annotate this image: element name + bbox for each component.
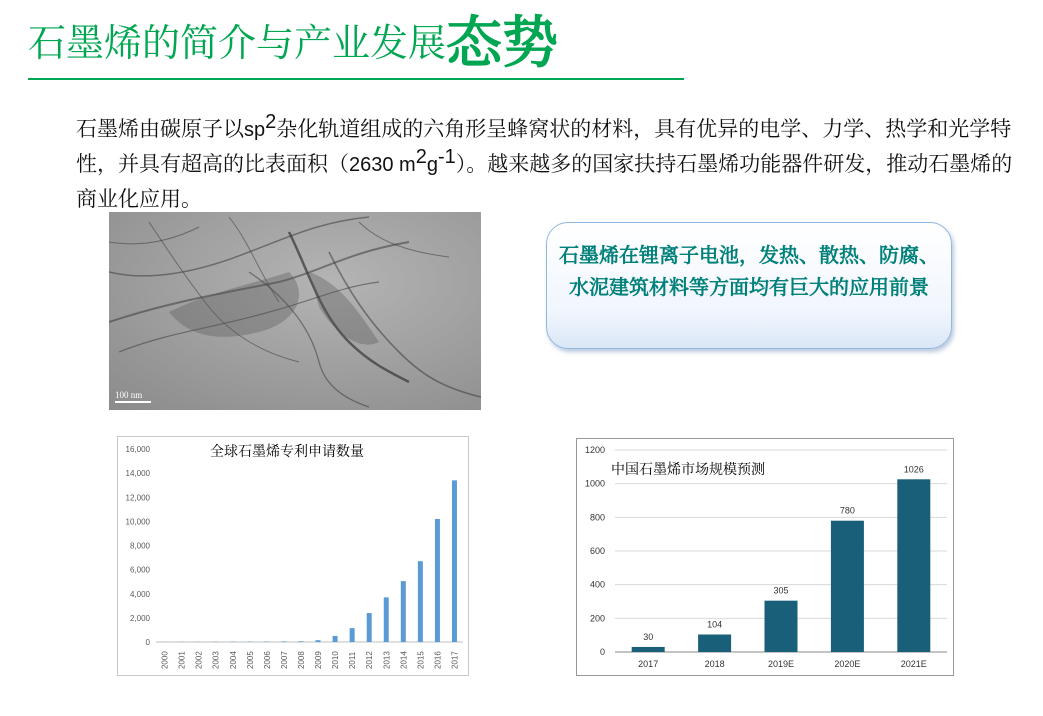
bar bbox=[632, 647, 665, 652]
y-tick-label: 600 bbox=[589, 546, 605, 556]
x-tick-label: 2014 bbox=[399, 651, 409, 669]
bar bbox=[333, 636, 338, 642]
bar bbox=[765, 601, 798, 652]
data-label: 104 bbox=[707, 619, 723, 630]
x-tick-label: 2010 bbox=[331, 651, 341, 669]
y-tick-label: 1200 bbox=[584, 445, 605, 455]
intro-sup: -1 bbox=[437, 146, 456, 168]
data-label: 30 bbox=[643, 631, 654, 642]
x-tick-label: 2017 bbox=[450, 651, 460, 669]
bar bbox=[316, 640, 321, 642]
application-callout bbox=[546, 222, 952, 349]
bar bbox=[401, 581, 406, 642]
x-tick-label: 2015 bbox=[416, 651, 426, 669]
y-tick-label: 14,000 bbox=[125, 469, 150, 479]
data-label: 305 bbox=[773, 585, 789, 596]
x-tick-label: 2020E bbox=[834, 659, 861, 669]
x-tick-label: 2009 bbox=[314, 651, 324, 669]
page-title bbox=[28, 8, 684, 80]
x-tick-label: 2017 bbox=[638, 659, 659, 669]
title-main: 石墨烯的简介与产业发展 bbox=[28, 21, 447, 65]
market-chart bbox=[576, 438, 954, 676]
bar bbox=[897, 479, 930, 652]
y-tick-label: 12,000 bbox=[125, 493, 150, 503]
x-tick-label: 2000 bbox=[160, 651, 170, 669]
intro-text: 杂化轨道组成的六角形呈蜂窝状的材料，具有优异的电学、力学、热学和光学特性，并具有超高的比表面积（ bbox=[76, 117, 1012, 176]
bar bbox=[298, 641, 303, 642]
market-chart-title: 中国石墨烯市场规模预测 bbox=[611, 462, 765, 478]
x-tick-label: 2013 bbox=[382, 651, 392, 669]
intro-text: 石墨烯由碳原子以 bbox=[76, 117, 244, 141]
y-tick-label: 6,000 bbox=[129, 565, 150, 575]
x-tick-label: 2019E bbox=[767, 659, 795, 669]
y-tick-label: 10,000 bbox=[125, 517, 150, 527]
x-tick-label: 2003 bbox=[211, 651, 221, 669]
title-emphasis: 态势 bbox=[446, 10, 559, 76]
x-tick-label: 2002 bbox=[194, 651, 204, 669]
intro-text: ）。越来越多的国家扶持石墨烯功能器件研发，推动石墨烯的商业化应用。 bbox=[76, 152, 1013, 211]
x-tick-label: 2005 bbox=[245, 651, 255, 669]
intro-text: 2630 m bbox=[349, 154, 416, 176]
y-tick-label: 800 bbox=[589, 512, 605, 523]
x-tick-label: 2001 bbox=[177, 651, 187, 669]
patent-chart bbox=[117, 436, 469, 676]
bar bbox=[384, 597, 389, 642]
x-tick-label: 2004 bbox=[228, 651, 238, 669]
bar bbox=[452, 480, 457, 642]
y-tick-label: 16,000 bbox=[125, 445, 150, 454]
y-tick-label: 0 bbox=[599, 647, 605, 657]
x-tick-label: 2016 bbox=[433, 651, 443, 669]
bar bbox=[418, 561, 423, 642]
intro-sup: 2 bbox=[415, 146, 427, 168]
intro-text: g bbox=[426, 154, 438, 176]
bar bbox=[367, 613, 372, 642]
x-tick-label: 2006 bbox=[262, 651, 272, 669]
bar bbox=[350, 628, 355, 642]
data-label: 1026 bbox=[903, 464, 924, 475]
intro-paragraph bbox=[76, 112, 1016, 216]
x-tick-label: 2008 bbox=[296, 651, 306, 669]
y-tick-label: 0 bbox=[145, 638, 150, 647]
bar bbox=[435, 519, 440, 642]
intro-text: sp bbox=[244, 119, 266, 141]
y-tick-label: 400 bbox=[589, 579, 605, 590]
x-tick-label: 2018 bbox=[704, 659, 725, 669]
graphene-tem-image bbox=[109, 212, 481, 410]
callout-text: 石墨烯在锂离子电池，发热、散热、防腐、水泥建筑材料等方面均有巨大的应用前景 bbox=[559, 243, 939, 299]
bar bbox=[281, 641, 286, 642]
scale-bar-label: 100 nm bbox=[115, 390, 143, 400]
patent-chart-svg bbox=[118, 437, 468, 675]
intro-sup: 2 bbox=[265, 111, 277, 133]
data-label: 780 bbox=[839, 505, 855, 516]
bar bbox=[831, 521, 864, 652]
scale-bar bbox=[115, 401, 151, 403]
y-tick-label: 200 bbox=[589, 613, 605, 624]
y-tick-label: 2,000 bbox=[129, 613, 150, 623]
patent-chart-title: 全球石墨烯专利申请数量 bbox=[210, 444, 364, 460]
x-tick-label: 2021E bbox=[900, 659, 927, 669]
x-tick-label: 2007 bbox=[279, 651, 289, 669]
y-tick-label: 8,000 bbox=[129, 541, 150, 551]
graphene-texture bbox=[109, 212, 481, 410]
y-tick-label: 4,000 bbox=[129, 589, 150, 599]
y-tick-label: 1000 bbox=[584, 478, 605, 489]
x-tick-label: 2011 bbox=[348, 651, 358, 669]
x-tick-label: 2012 bbox=[365, 651, 375, 669]
bar bbox=[698, 634, 731, 652]
